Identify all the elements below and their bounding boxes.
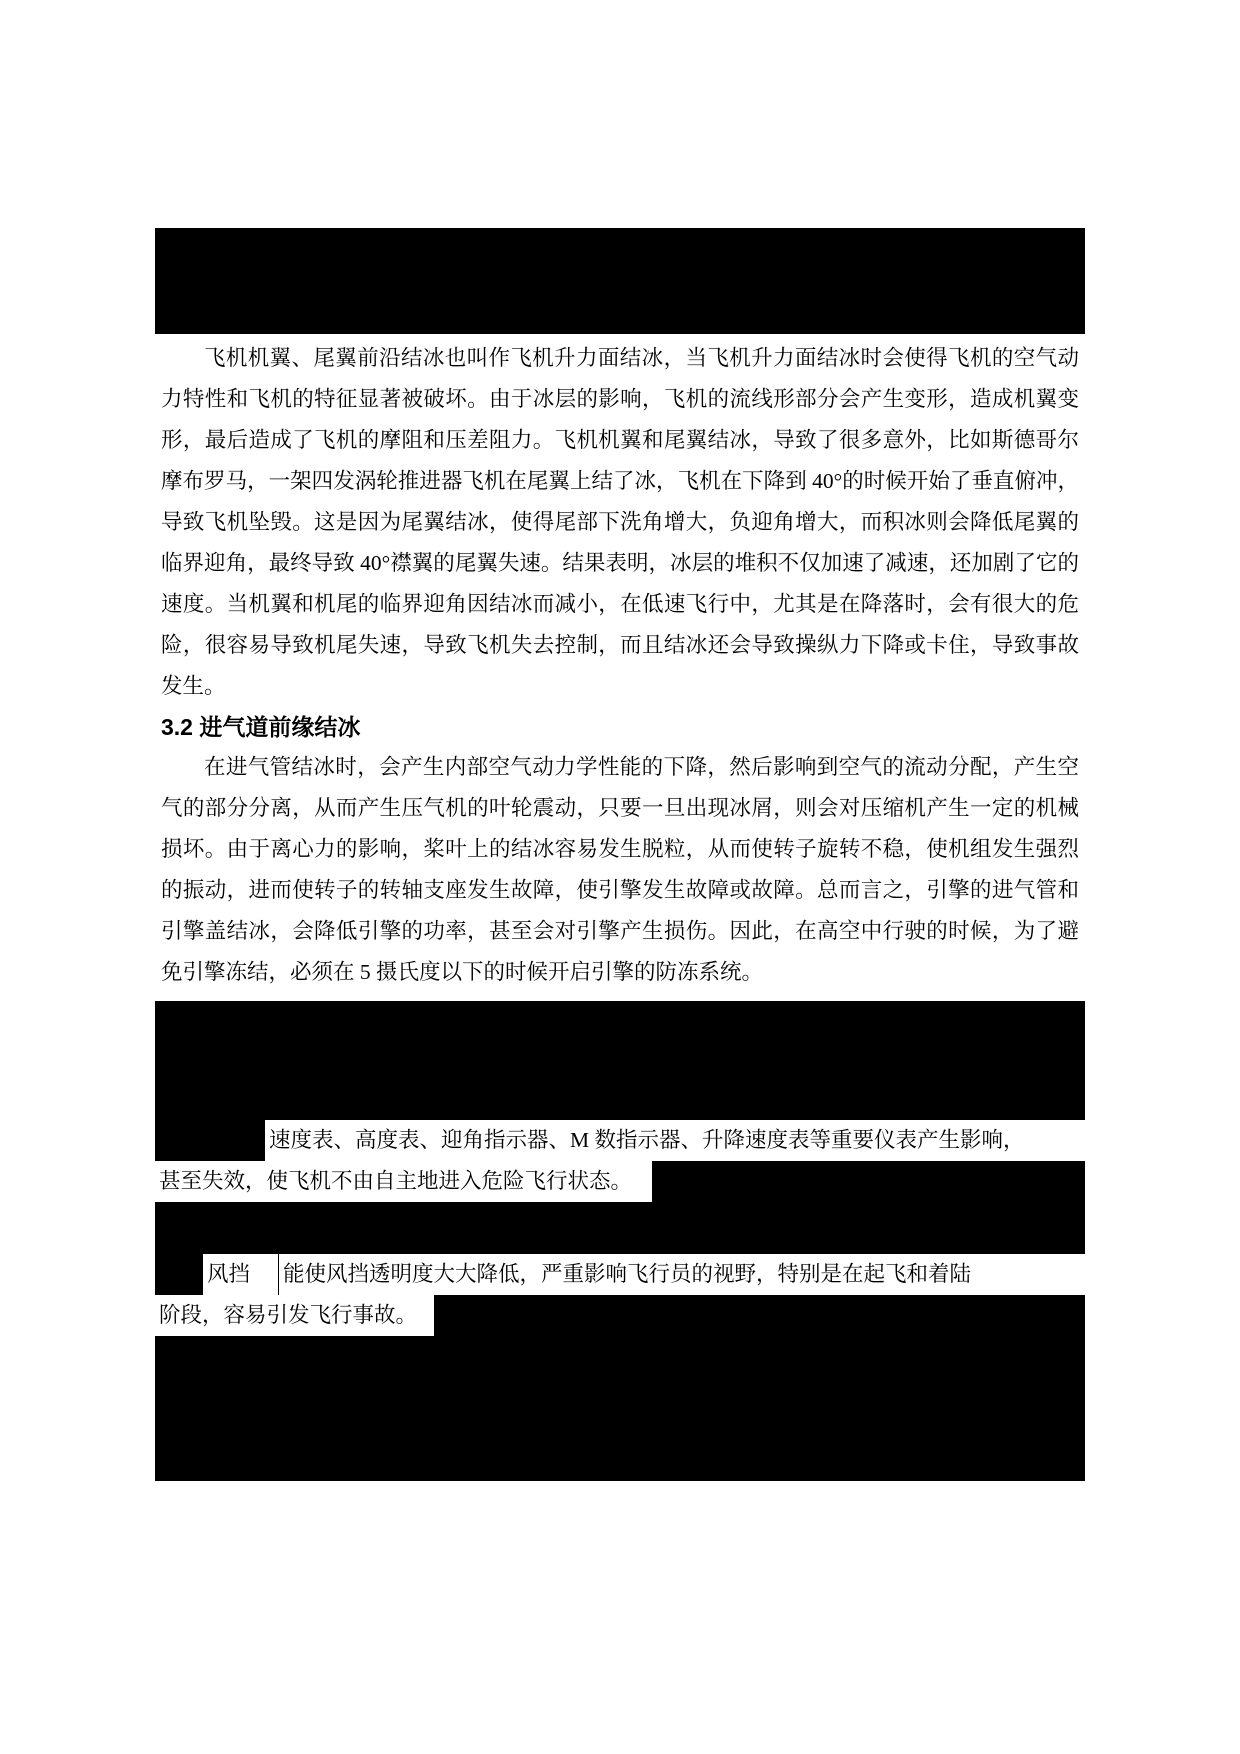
paragraph-wing-icing: 飞机机翼、尾翼前沿结冰也叫作飞机升力面结冰，当飞机升力面结冰时会使得飞机的空气动力特性和飞机的特征显著被破坏。由于冰层的影响，飞机的流线形部分会产生变形，造成机翼变形，最后造成了飞机的摩阻和压差阻力。飞机机翼和尾翼结冰，导致了很多意外，比如斯德哥尔摩布罗马，一架四发涡轮推进器飞机在尾翼上结了冰，飞机在下降到 40°的时候开始了垂直俯冲，导致飞机坠毁。这是因为尾翼结冰，使得尾部下洗角增大，负迎角增大，而积冰则会降低尾翼的临界迎角，最终导致 40°襟翼的尾翼失速。结果表明，冰层的堆积不仅加速了减速，还加剧了它的速度。当机翼和机尾的临界迎角因结冰而减小，在低速飞行中，尤其是在降落时，会有很大的危险，很容易导致机尾失速，导致飞机失去控制，而且结冰还会导致操纵力下降或卡住，导致事故发生。: [161, 346, 1079, 698]
instruments-fragment-line-1-panel: [265, 1120, 1085, 1161]
windshield-fragment-line-1-panel: [279, 1254, 1085, 1295]
instruments-fragment-line-2-panel: [155, 1161, 652, 1202]
main-text-panel: [155, 334, 1085, 1001]
windshield-label: 风挡: [207, 1262, 251, 1286]
section-heading-3-2: 3.2 进气道前缘结冰: [161, 714, 361, 740]
windshield-fragment-line-2: 阶段，容易引发飞行事故。: [159, 1303, 418, 1327]
windshield-fragment-line-1: 能使风挡透明度大大降低，严重影响飞行员的视野，特别是在起飞和着陆: [283, 1262, 972, 1286]
instruments-fragment-line-2: 甚至失效，使飞机不由自主地进入危险飞行状态。: [159, 1169, 633, 1193]
windshield-fragment-line-2-panel: [155, 1295, 434, 1336]
windshield-label-panel: [203, 1254, 278, 1295]
paragraph-inlet-icing: 在进气管结冰时，会产生内部空气动力学性能的下降，然后影响到空气的流动分配，产生空气的部分分离，从而产生压气机的叶轮震动，只要一旦出现冰屑，则会对压缩机产生一定的机械损坏。由于离心力的影响，桨叶上的结冰容易发生脱粒，从而使转子旋转不稳，使机组发生强烈的振动，进而使转子的转轴支座发生故障，使引擎发生故障或故障。总而言之，引擎的进气管和引擎盖结冰，会降低引擎的功率，甚至会对引擎产生损伤。因此，在高空中行驶的时候，为了避免引擎冻结，必须在 5 摄氏度以下的时候开启引擎的防冻系统。: [161, 755, 1079, 984]
instruments-fragment-line-1: 速度表、高度表、迎角指示器、M 数指示器、升降速度表等重要仪表产生影响，: [269, 1128, 1025, 1152]
